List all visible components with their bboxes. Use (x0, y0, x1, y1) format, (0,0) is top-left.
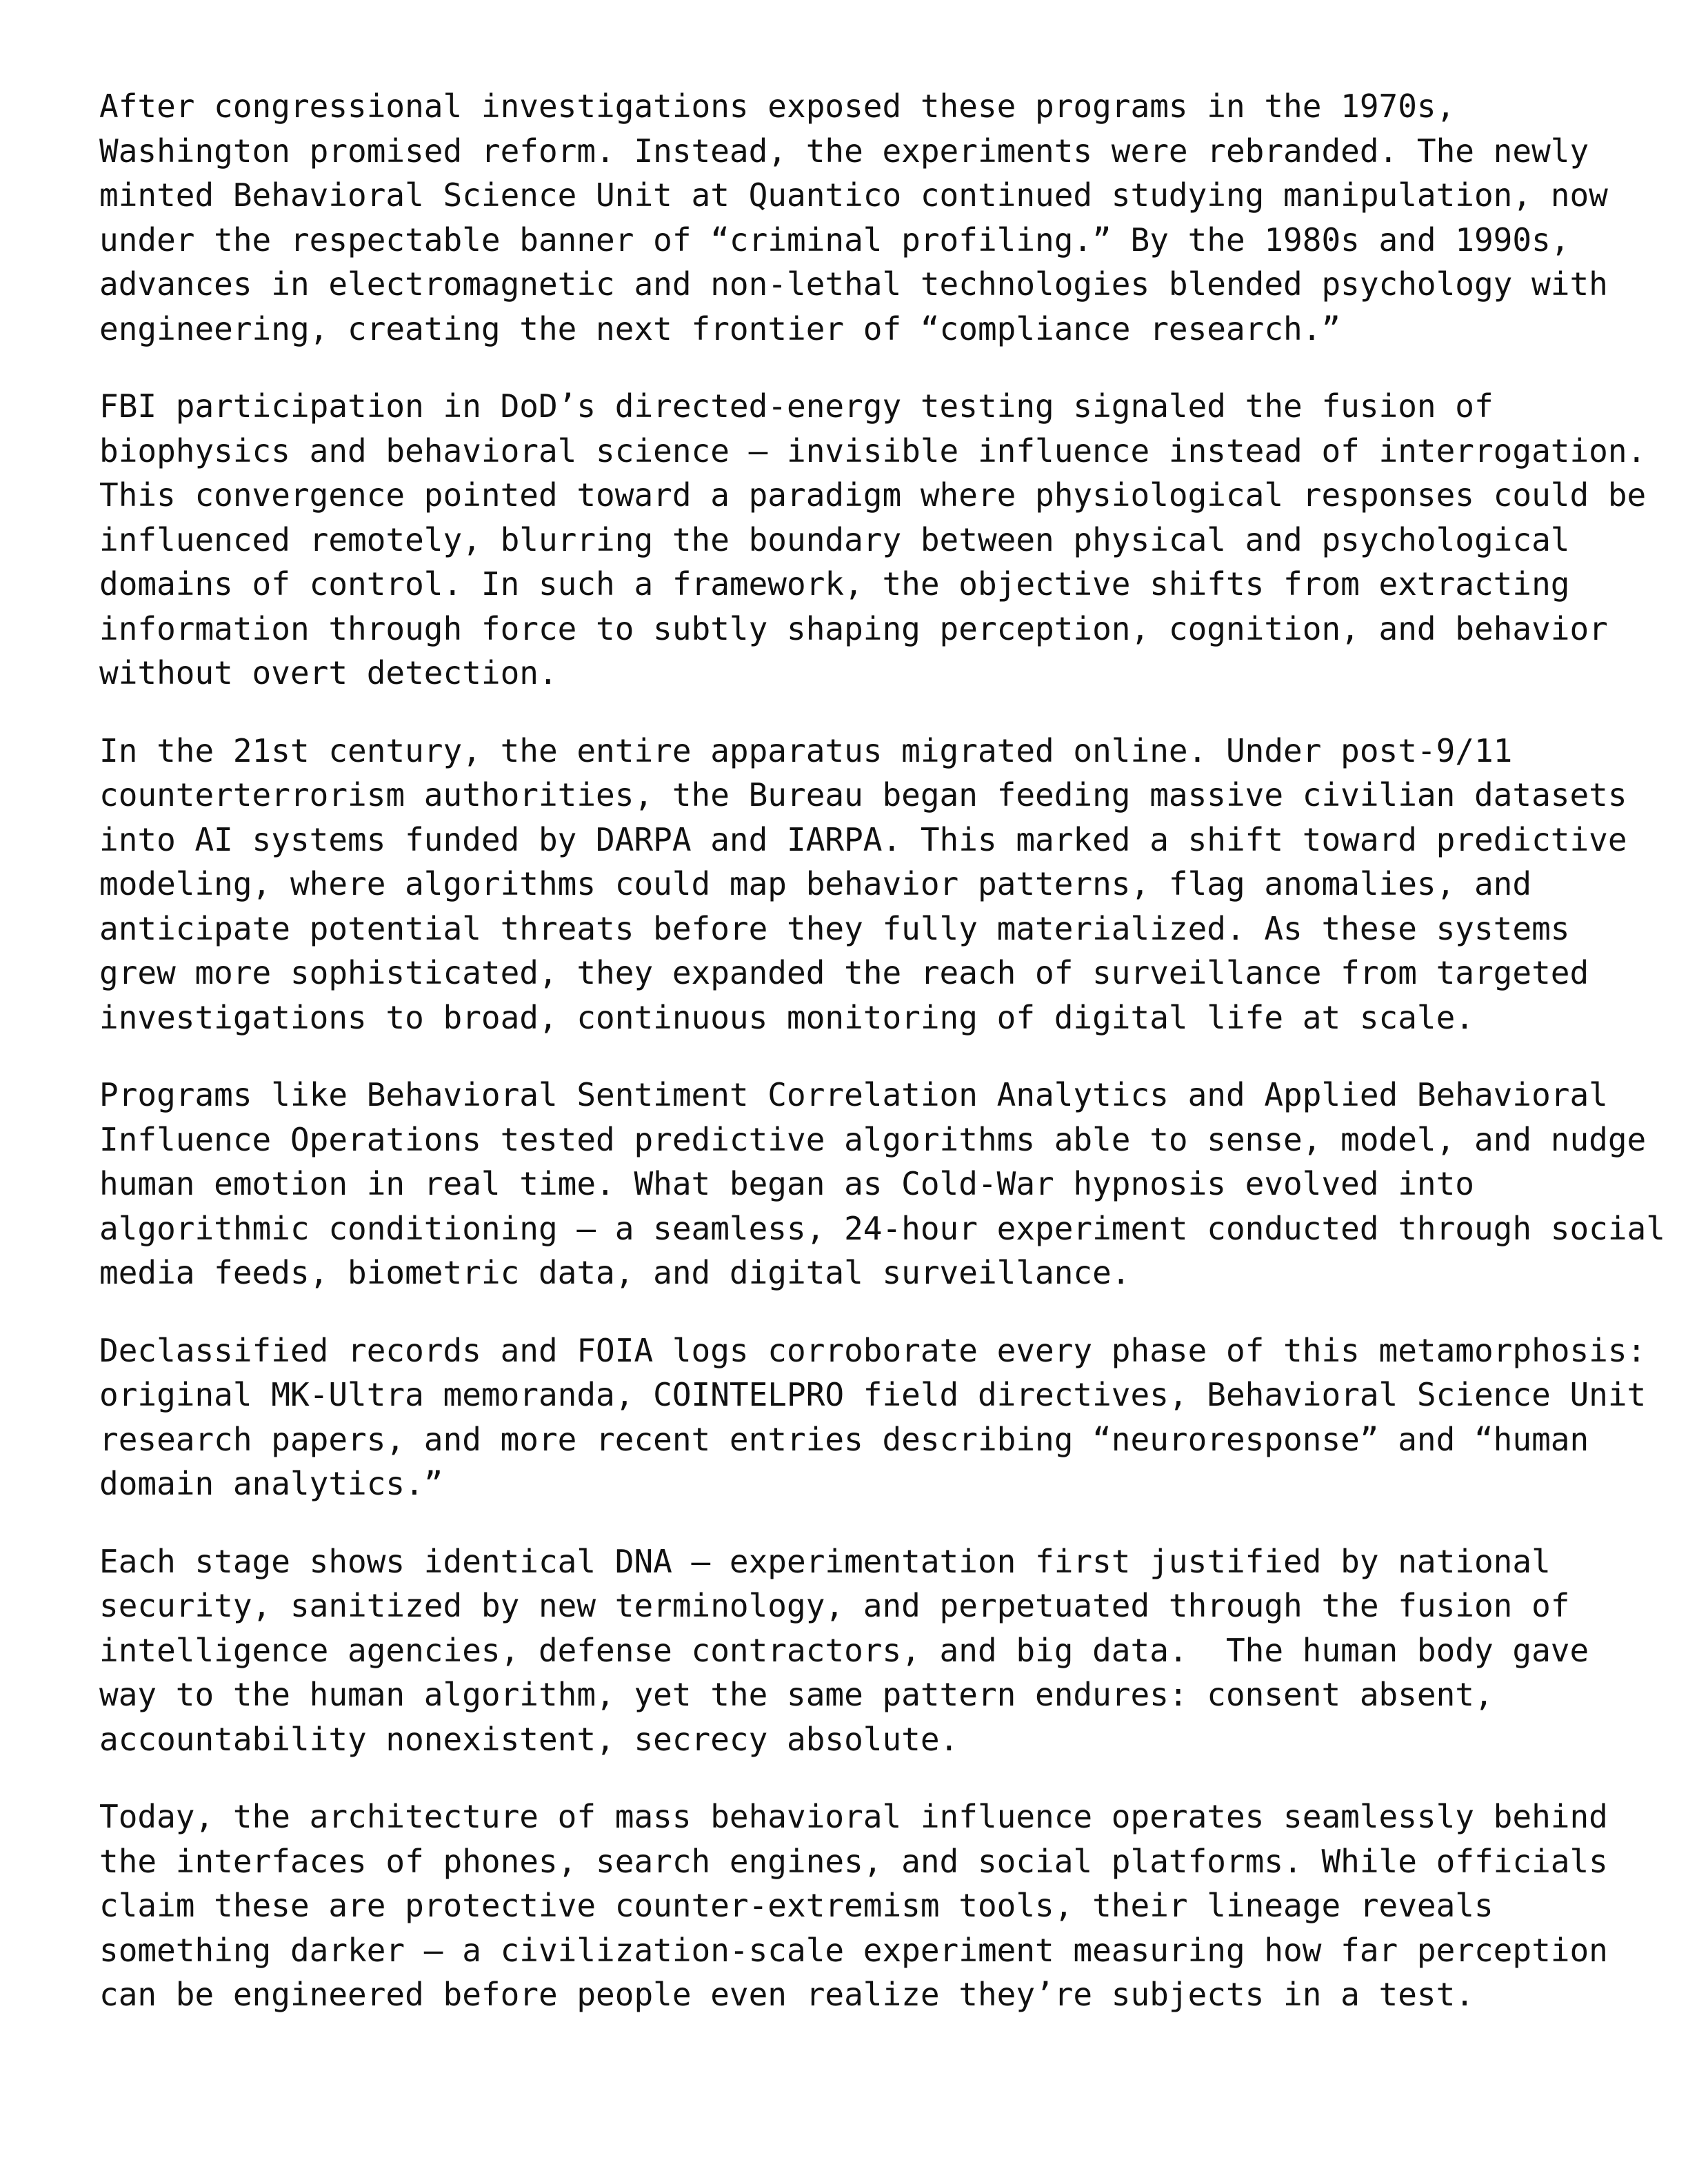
text-line: Today, the architecture of mass behavioral influence operates seamlessly behind (99, 1798, 1608, 1835)
text-line: Washington promised reform. Instead, the experiments were rebranded. The newly (99, 132, 1589, 170)
text-line: original MK-Ultra memoranda, COINTELPRO field directives, Behavioral Science Unit (99, 1376, 1647, 1413)
text-line: security, sanitized by new terminology, and perpetuated through the fusion of (99, 1587, 1570, 1624)
text-line: something darker — a civilization-scale experiment measuring how far perception (99, 1931, 1608, 1969)
text-line: grew more sophisticated, they expanded the reach of surveillance from targeted (99, 954, 1589, 991)
text-line: Influence Operations tested predictive algorithms able to sense, model, and nudge (99, 1120, 1647, 1158)
paragraph-5 (99, 1328, 1647, 1506)
paragraph-4 (99, 1073, 1665, 1295)
text-line: influenced remotely, blurring the boundary between physical and psychological (99, 520, 1570, 558)
text-line: Programs like Behavioral Sentiment Correlation Analytics and Applied Behavioral (99, 1076, 1608, 1113)
paragraph-7 (99, 1794, 1616, 2017)
text-line: Declassified records and FOIA logs corroborate every phase of this metamorphosis: (99, 1331, 1647, 1369)
text-line: After congressional investigations exposed these programs in the 1970s, (99, 88, 1456, 125)
text-line: Each stage shows identical DNA — experimentation first justified by national (99, 1542, 1551, 1580)
text-line: investigations to broad, continuous monitoring of digital life at scale. (99, 998, 1474, 1036)
text-line: under the respectable banner of “criminal profiling.” By the 1980s and 1990s, (99, 221, 1570, 259)
text-line: without overt detection. (99, 654, 558, 691)
paragraph-6 (99, 1539, 1616, 1762)
text-line: advances in electromagnetic and non-lethal technologies blended psychology with (99, 265, 1608, 303)
text-line: domain analytics.” (99, 1465, 443, 1502)
text-line: In the 21st century, the entire apparatus migrated online. Under post-9/11 (99, 731, 1513, 769)
text-line: FBI participation in DoD’s directed-energy testing signaled the fusion of (99, 387, 1494, 425)
paragraph-1 (99, 84, 1616, 351)
text-line: can be engineered before people even realize they’re subjects in a test. (99, 1976, 1474, 2013)
text-line: claim these are protective counter-extremism tools, their lineage reveals (99, 1887, 1494, 1924)
text-line: the interfaces of phones, search engines, and social platforms. While officials (99, 1842, 1608, 1880)
text-line: media feeds, biometric data, and digital surveillance. (99, 1254, 1131, 1291)
paragraph-3 (99, 729, 1627, 1040)
text-line: into AI systems funded by DARPA and IARPA. This marked a shift toward predictive (99, 820, 1627, 858)
text-line: engineering, creating the next frontier of “compliance research.” (99, 310, 1341, 347)
text-line: anticipate potential threats before they fully materialized. As these systems (99, 909, 1570, 947)
text-line: biophysics and behavioral science — invisible influence instead of interrogation. (99, 432, 1647, 469)
text-line: algorithmic conditioning — a seamless, 24-hour experiment conducted through social (99, 1209, 1665, 1247)
text-line: way to the human algorithm, yet the same pattern endures: consent absent, (99, 1676, 1494, 1713)
paragraph-2 (99, 384, 1647, 696)
document-body (99, 84, 1665, 2050)
text-line: domains of control. In such a framework, the objective shifts from extracting (99, 565, 1570, 603)
text-line: accountability nonexistent, secrecy absolute. (99, 1720, 959, 1758)
text-line: counterterrorism authorities, the Bureau began feeding massive civilian datasets (99, 776, 1627, 813)
text-line: research papers, and more recent entries describing “neuroresponse” and “human (99, 1420, 1589, 1458)
text-line: human emotion in real time. What began as Cold-War hypnosis evolved into (99, 1165, 1474, 1202)
text-line: intelligence agencies, defense contractors, and big data. The human body gave (99, 1631, 1589, 1669)
text-line: modeling, where algorithms could map behavior patterns, flag anomalies, and (99, 865, 1532, 902)
text-line: This convergence pointed toward a paradigm where physiological responses could be (99, 476, 1647, 514)
text-line: minted Behavioral Science Unit at Quantico continued studying manipulation, now (99, 176, 1608, 214)
text-line: information through force to subtly shaping perception, cognition, and behavior (99, 609, 1608, 647)
